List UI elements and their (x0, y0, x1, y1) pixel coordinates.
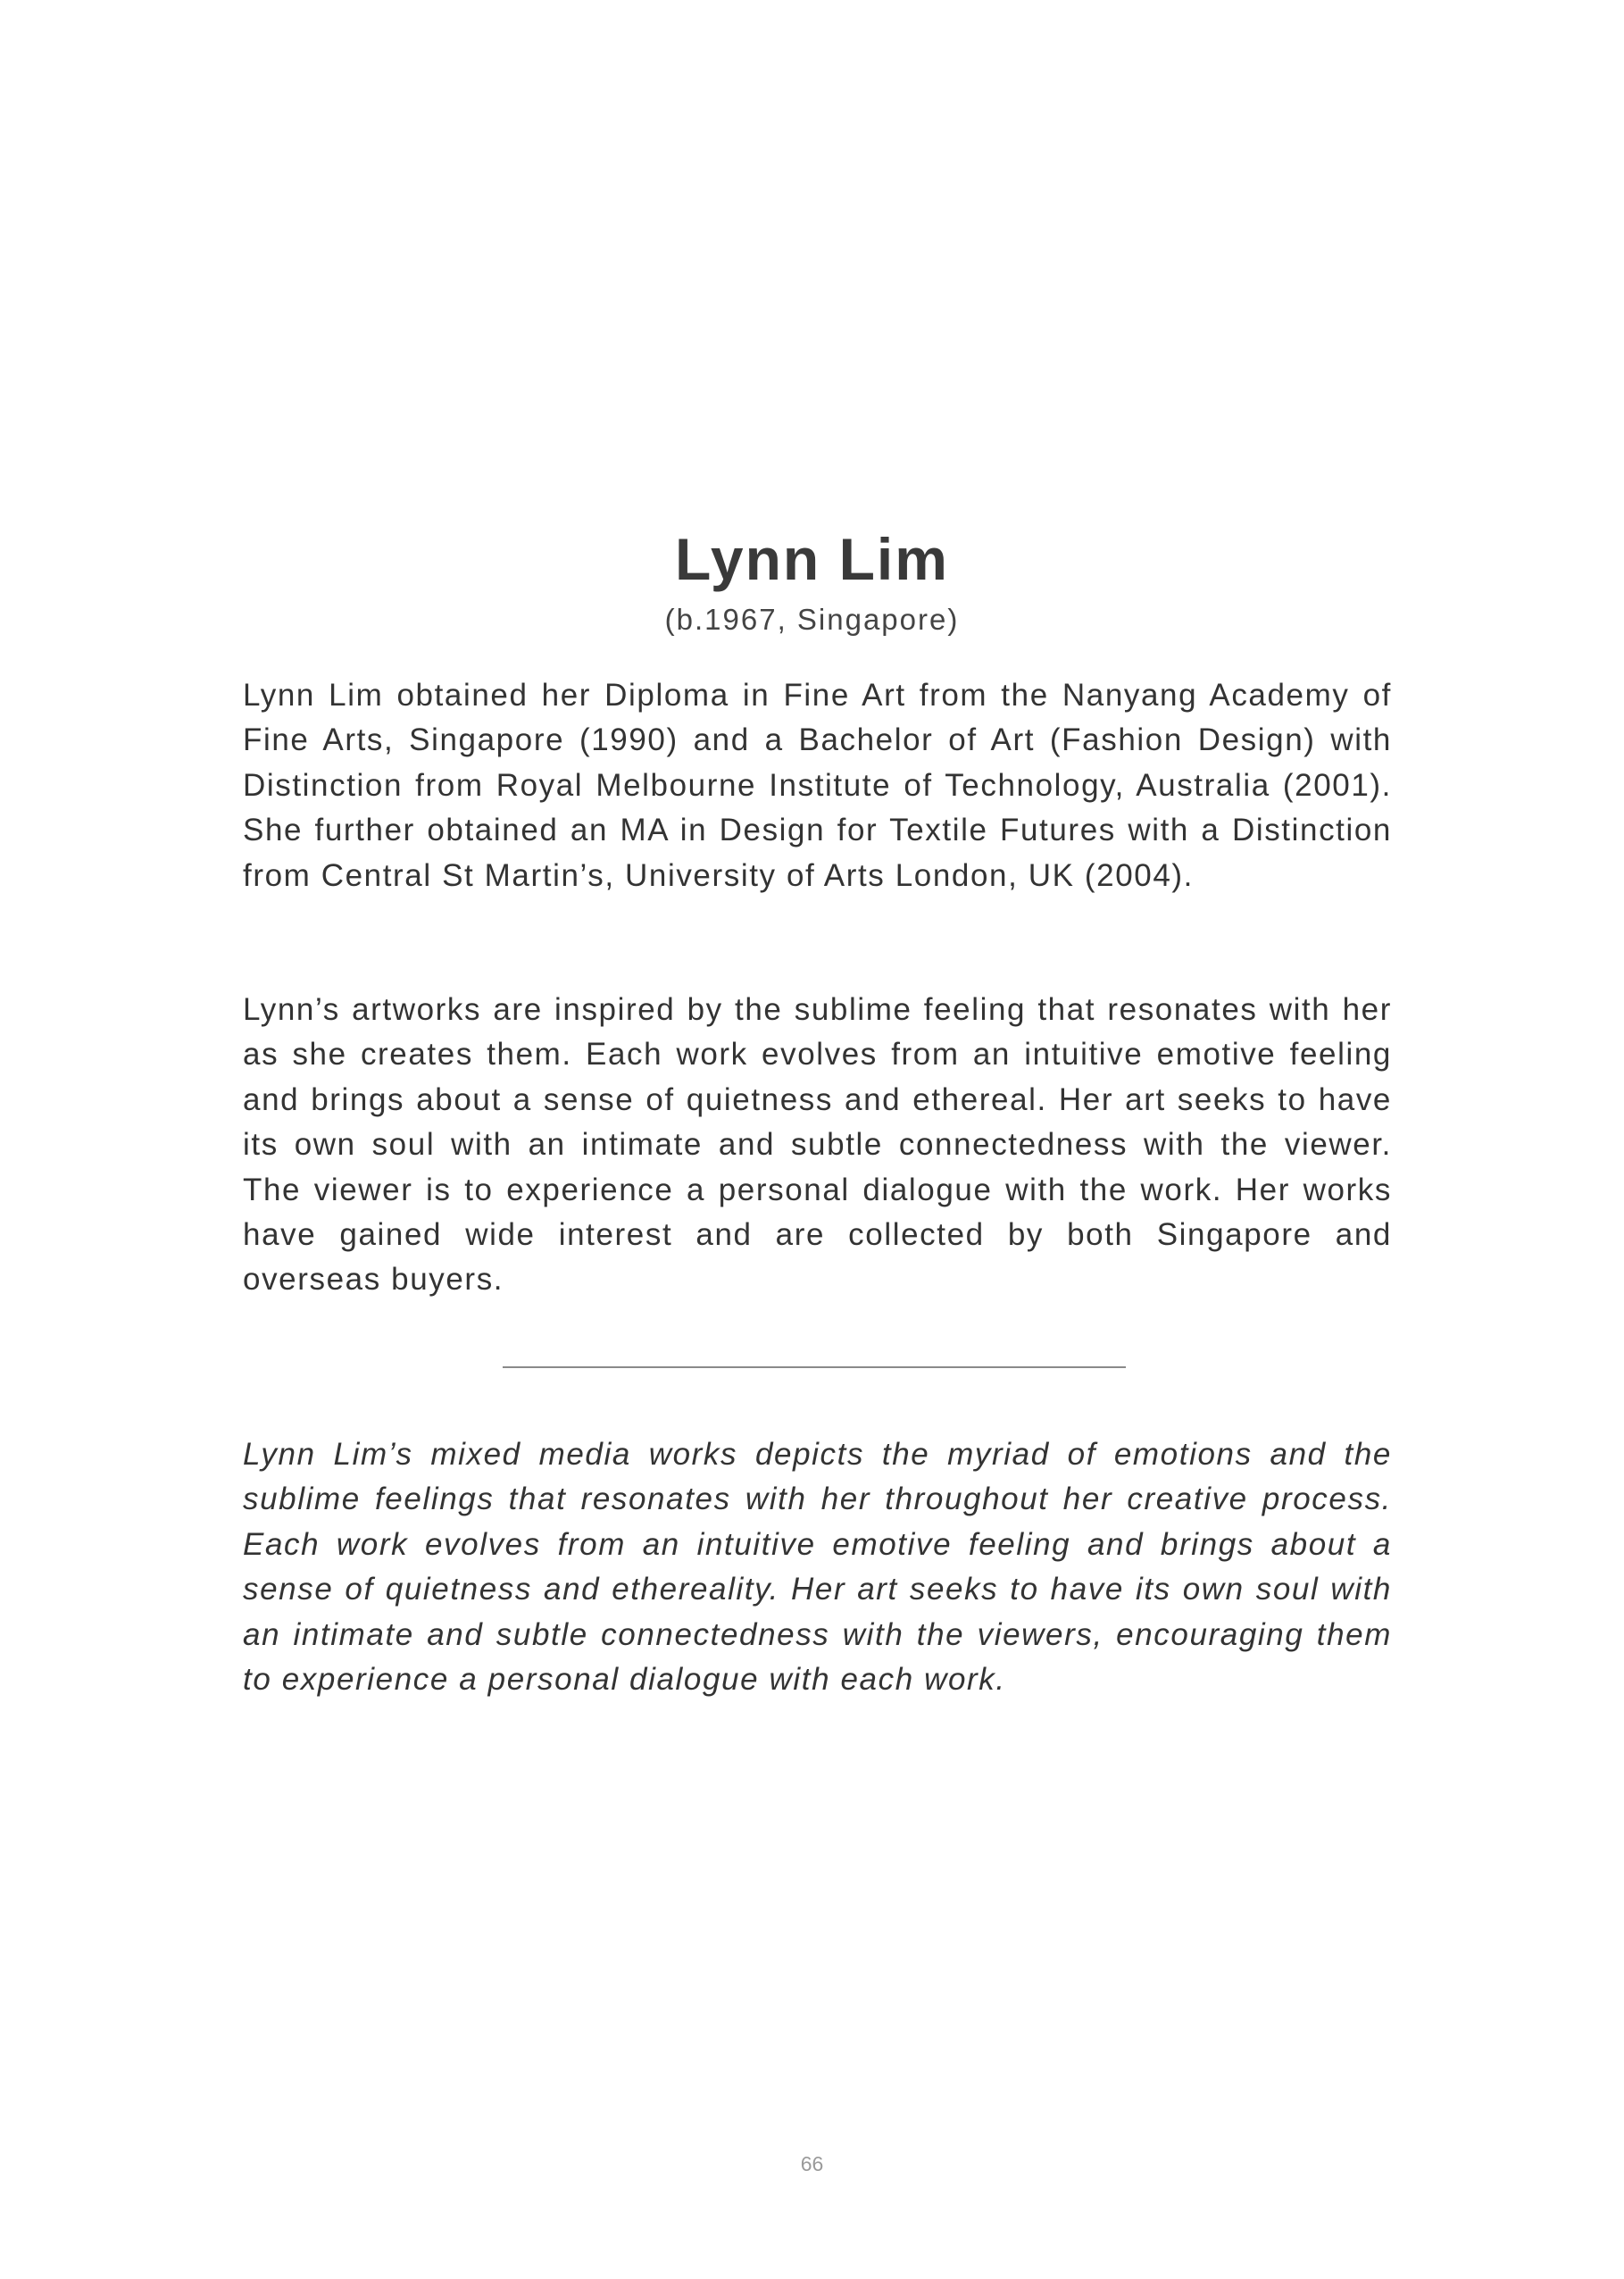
biography-paragraph-2: Lynn’s artworks are inspired by the sublime feeling that resonates with her as she creates them. Each work evolves from an intuitive emotive feeling and brings about a sense of quietness and ethereal. Her art seeks to have its own soul with an intimate and subtle connectedness with the viewer. The viewer is to experience a personal dialogue with the work. Her works have gained wide interest and are collected by both Singapore and overseas buyers. (243, 992, 1392, 1298)
artist-name: Lynn Lim (675, 526, 949, 592)
page-number: 66 (800, 2152, 824, 2175)
section-divider (503, 1366, 1126, 1368)
artist-birth-info: (b.1967, Singapore) (664, 603, 960, 636)
artist-statement: Lynn Lim’s mixed media works depicts the myriad of emotions and the sublime feelings that resonates with her throughout her creative process. Each work evolves from an intuitive emotive feeling and brings about a sense of quietness and ethereality. Her art seeks to have its own soul with an intimate and subtle connectedness with the viewers, encouraging them to experience a personal dialogue with each work. (243, 1437, 1392, 1698)
biography-paragraph-1: Lynn Lim obtained her Diploma in Fine Art from the Nanyang Academy of Fine Arts, Singapore (1990) and a Bachelor of Art (Fashion Design) with Distinction from Royal Melbourne Institute of Technology, Australia (2001). She further obtained an MA in Design for Textile Futures with a Distinction from Central St Martin’s, University of Arts London, UK (2004). (243, 678, 1392, 893)
